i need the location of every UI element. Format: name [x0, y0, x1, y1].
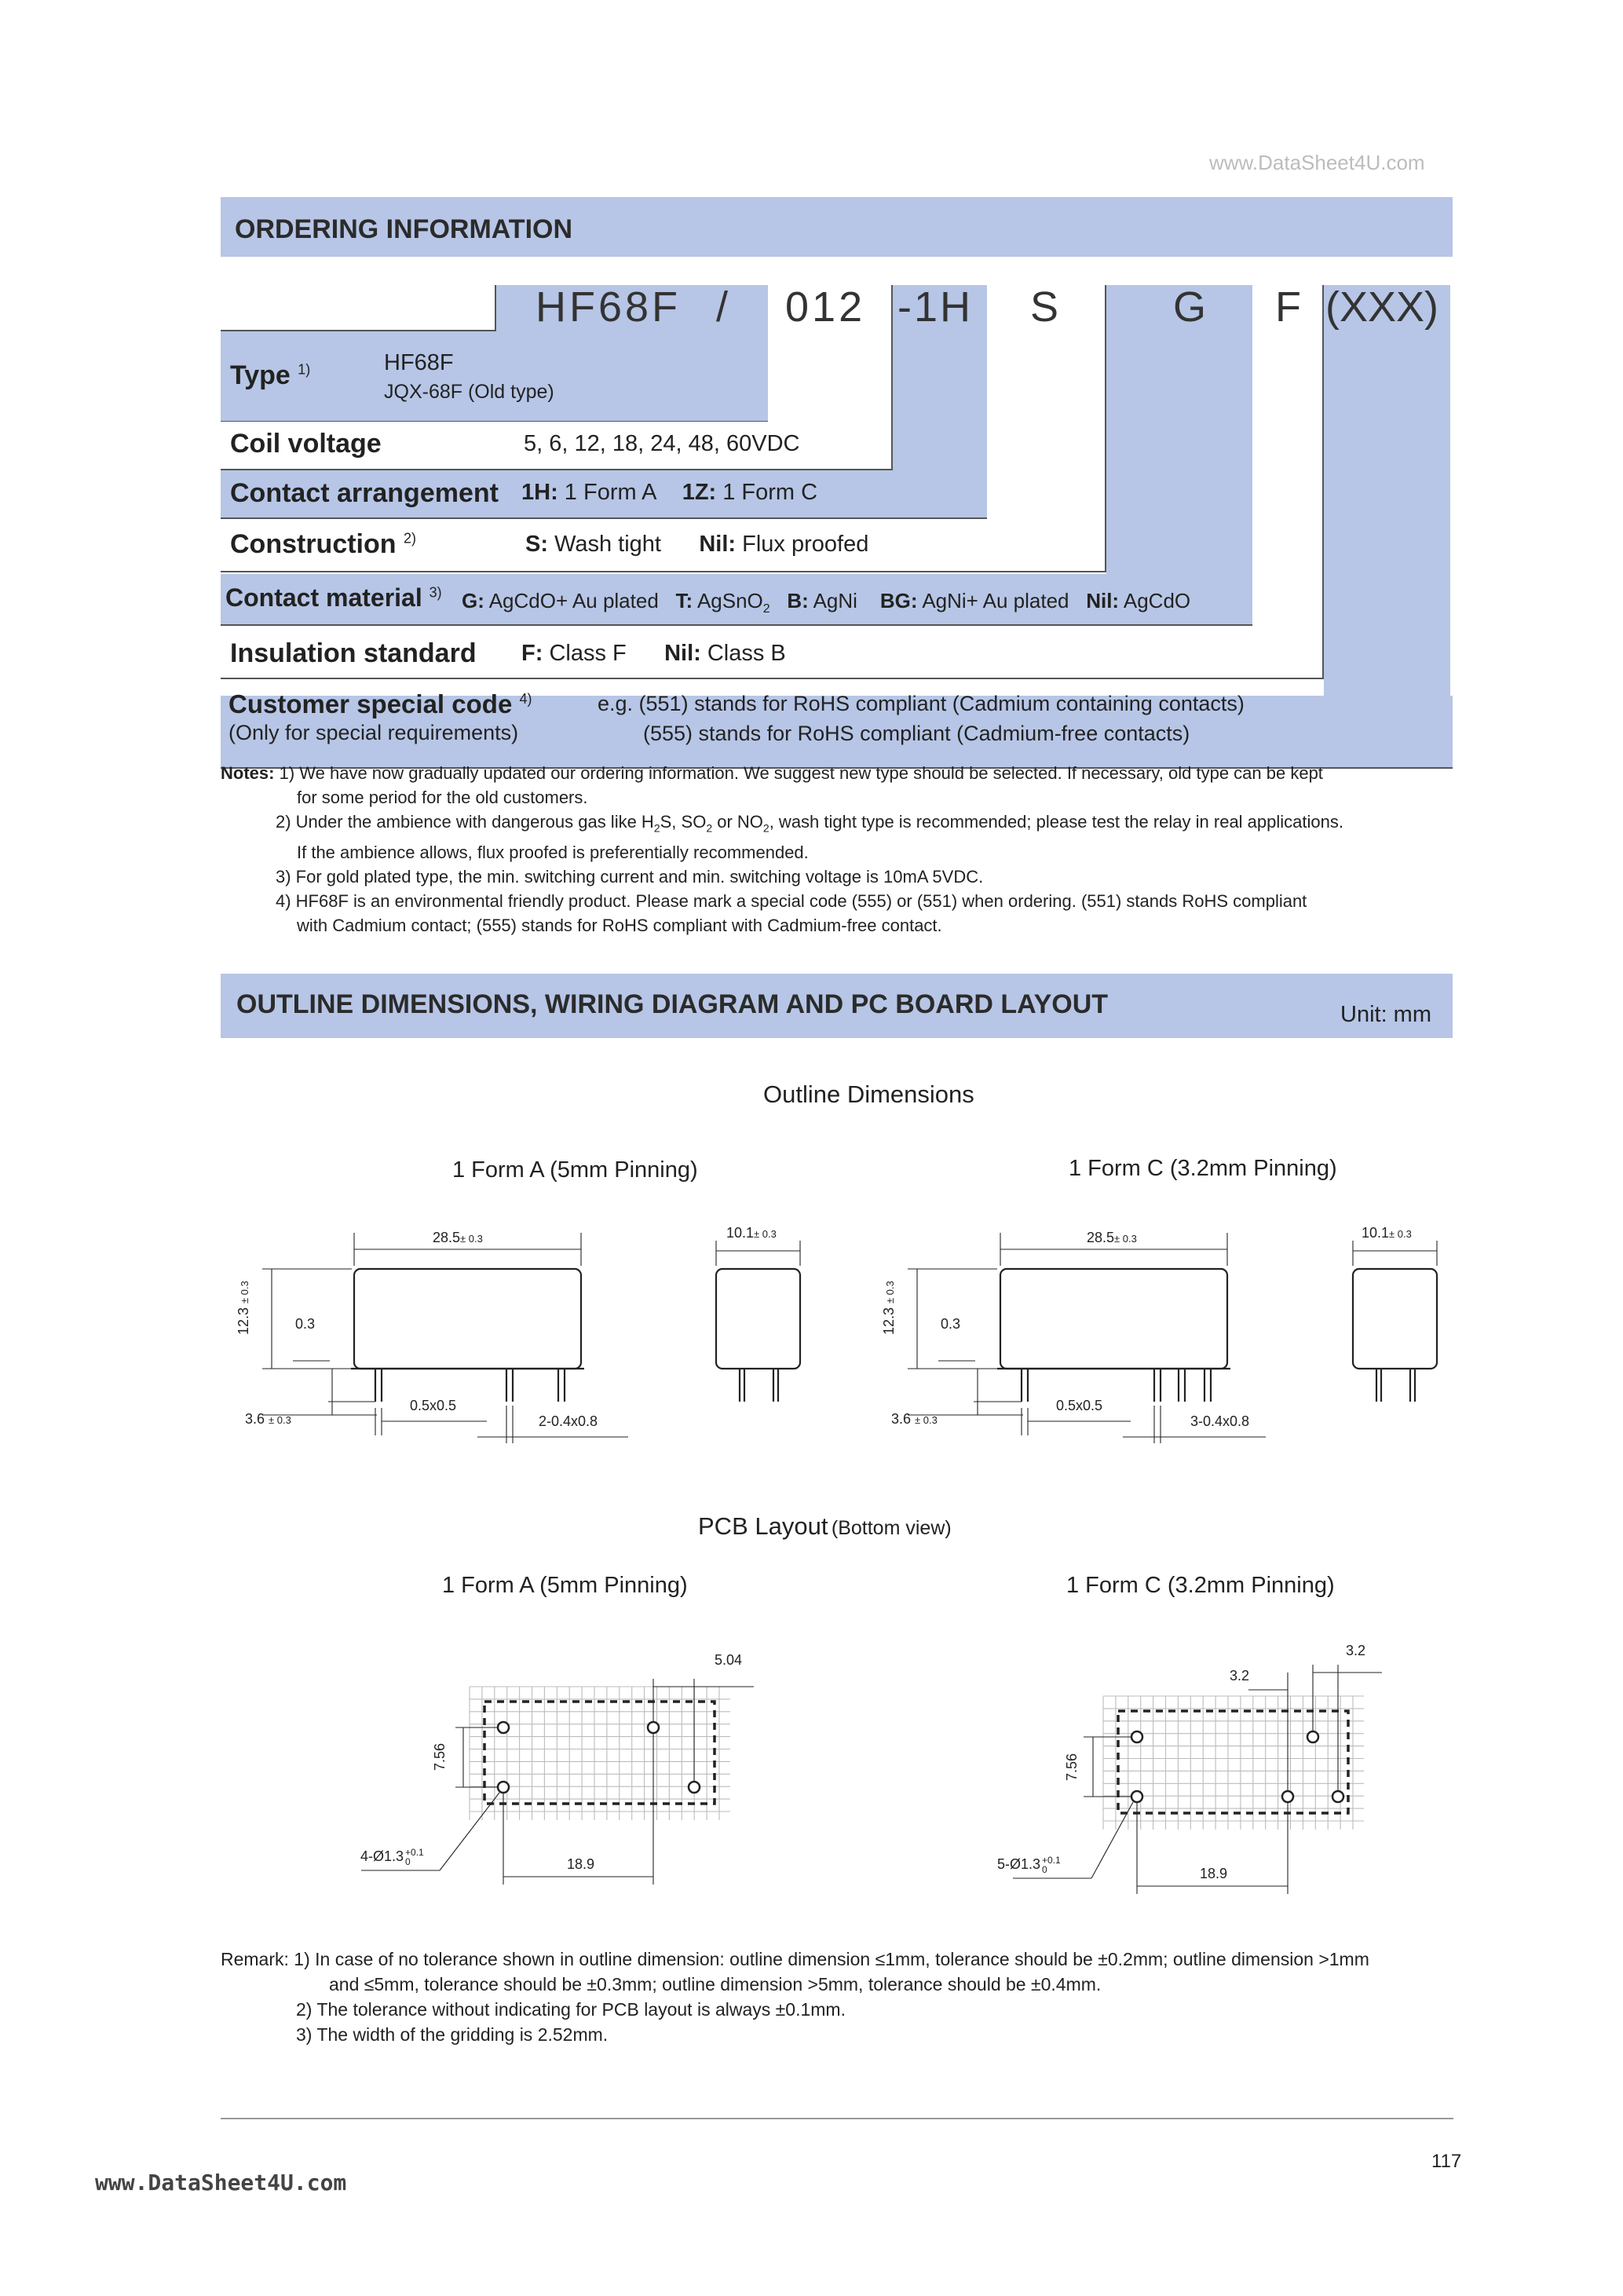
forma-gap-dim: 0.3 [295, 1316, 316, 1332]
outline-heading: OUTLINE DIMENSIONS, WIRING DIAGRAM AND PC BOARD LAYOUT [236, 989, 1109, 1019]
arrangement-label: Contact arrangement [230, 478, 499, 508]
formc-len-dim: 28.5± 0.3 [1087, 1230, 1137, 1245]
pcb-formc-outline [1118, 1711, 1348, 1813]
pcb-formc-holes: 5-Ø1.3 +0.1 0 [997, 1855, 1061, 1875]
note-1b: for some period for the old customers. [297, 788, 588, 807]
pcb-formc-hole-3 [1131, 1791, 1142, 1802]
code-construction: S [1030, 283, 1059, 331]
pcb-formc-756: 7.56 [1064, 1753, 1080, 1781]
outline-formc-title: 1 Form C (3.2mm Pinning) [1069, 1156, 1337, 1181]
remark-2: 2) The tolerance without indicating for PCB layout is always ±0.1mm. [296, 1999, 846, 2020]
pcb-forma-holes: 4-Ø1.3 +0.1 0 [360, 1847, 424, 1867]
customer-line-1: e.g. (551) stands for RoHS compliant (Cadmium containing contacts) [598, 692, 1245, 715]
note-4b: with Cadmium contact; (555) stands for RoHS compliant with Cadmium-free contact. [297, 916, 942, 936]
pcb-forma-hole-4 [689, 1782, 700, 1793]
material-label: Contact material $^{3)}$ [225, 583, 442, 612]
construction-values: S: Wash tight Nil: Flux proofed [525, 532, 869, 557]
note-3: 3) For gold plated type, the min. switching current and min. switching voltage is 10mA 5VDC. [276, 867, 984, 887]
code-insulation: F [1275, 283, 1301, 331]
pcb-formc-title: 1 Form C (3.2mm Pinning) [1066, 1573, 1335, 1598]
pcb-formc-hole-4 [1282, 1791, 1293, 1802]
forma-pinsec-dim: 0.5x0.5 [410, 1398, 457, 1413]
pcb-formc-hole-2 [1307, 1731, 1318, 1742]
code-slash: / [716, 283, 729, 331]
type-value-1: HF68F [384, 350, 454, 375]
forma-len-dim: 28.5± 0.3 [433, 1230, 483, 1245]
remark-1a: 1) In case of no tolerance shown in outline dimension: outline dimension ≤1mm, tolerance should be ±0.2mm; outline dimension >1mm [294, 1949, 1369, 1969]
forma-end-body [716, 1269, 800, 1369]
pcb-formc-32a: 3.2 [1230, 1668, 1250, 1684]
footer-rule [221, 2118, 1453, 2119]
forma-wid-dim: 10.1± 0.3 [726, 1225, 777, 1241]
notes-title: Notes: [221, 763, 275, 783]
insulation-label: Insulation standard [230, 638, 477, 668]
pcb-forma-756: 7.56 [432, 1742, 448, 1771]
formc-end-body [1353, 1269, 1437, 1369]
type-value-2: JQX-68F (Old type) [384, 381, 554, 403]
code-arrangement: -1H [897, 283, 974, 331]
formc-relay-body [1000, 1269, 1227, 1369]
remark-title: Remark: [221, 1949, 289, 1969]
pcb-forma-504: 5.04 [715, 1652, 743, 1668]
watermark-bottom: www.DataSheet4U.com [95, 2170, 347, 2195]
remark-1b: and ≤5mm, tolerance should be ±0.3mm; outline dimension >5mm, tolerance should be ±0.4mm. [329, 1974, 1102, 1994]
type-label: Type $^{1)}$ [230, 360, 311, 390]
pcb-formc-hole-5 [1332, 1791, 1343, 1802]
formc-pinlen-dim: 3.6 ± 0.3 [891, 1411, 938, 1427]
insulation-values: F: Class F Nil: Class B [521, 641, 786, 666]
note-2a: 2) Under the ambience with dangerous gas like $H_2S$, $SO_2$ or $NO_2$, wash tight type is recommended; please test the relay in real applications. [276, 812, 1343, 835]
formc-wid-dim: 10.1± 0.3 [1362, 1225, 1412, 1241]
arrangement-values: 1H: 1 Form A 1Z: 1 Form C [521, 480, 818, 505]
pcb-formc-hole-1 [1131, 1731, 1142, 1742]
material-values: G: AgCdO+ Au plated T: AgSnO$_2$ B: AgNi BG: AgNi+ Au plated Nil: AgCdO [462, 589, 1191, 616]
pcb-forma-189: 18.9 [567, 1856, 595, 1872]
pcb-formc-32b: 3.2 [1346, 1643, 1366, 1658]
pcb-forma-title: 1 Form A (5mm Pinning) [442, 1573, 688, 1598]
formc-end-view [1353, 1241, 1437, 1402]
coil-value: 5, 6, 12, 18, 24, 48, 60VDC [524, 431, 800, 456]
forma-end-view [716, 1241, 800, 1402]
customer-label: Customer special code $^{4)}$ [228, 689, 532, 718]
code-coil: 012 [785, 283, 866, 331]
outline-title: Outline Dimensions [763, 1080, 974, 1108]
remarks-block [221, 1947, 1461, 2047]
customer-sublabel: (Only for special requirements) [228, 721, 519, 744]
construction-label: Construction $^{2)}$ [230, 529, 417, 559]
pcb-formc-189: 18.9 [1200, 1866, 1228, 1881]
outline-forma-title: 1 Form A (5mm Pinning) [452, 1157, 698, 1183]
remark-3: 3) The width of the gridding is 2.52mm. [296, 2024, 609, 2045]
watermark-top: www.DataSheet4U.com [1209, 151, 1425, 174]
page-number: 117 [1431, 2151, 1462, 2172]
unit-label: Unit: mm [1340, 1002, 1431, 1027]
customer-line-2: (555) stands for RoHS compliant (Cadmium-free contacts) [643, 722, 1190, 745]
formc-pins-dim: 3-0.4x0.8 [1190, 1413, 1250, 1429]
pcb-forma-hole-1 [498, 1722, 509, 1733]
code-part: HF68F [536, 283, 682, 331]
ordering-heading: ORDERING INFORMATION [235, 214, 573, 244]
pcb-forma-outline [484, 1702, 715, 1804]
code-material: G [1173, 283, 1207, 331]
pcb-forma-hole-3 [498, 1782, 509, 1793]
pcb-title: PCB Layout (Bottom view) [698, 1512, 952, 1540]
formc-pinsec-dim: 0.5x0.5 [1056, 1398, 1103, 1413]
formc-gap-dim: 0.3 [941, 1316, 961, 1332]
note-4a: 4) HF68F is an environmental friendly product. Please mark a special code (555) or (551) when ordering. (551) stands RoHS compliant [276, 891, 1307, 912]
note-2b: If the ambience allows, flux proofed is preferentially recommended. [297, 843, 809, 863]
pcb-forma-hole-2 [648, 1722, 659, 1733]
forma-pinlen-dim: 3.6 ± 0.3 [245, 1411, 291, 1427]
coil-label: Coil voltage [230, 429, 382, 459]
forma-hgt-dim: 12.3 ± 0.3 [236, 1281, 251, 1335]
forma-pins-dim: 2-0.4x0.8 [539, 1413, 598, 1429]
note-1a: 1) We have now gradually updated our ordering information. We suggest new type should be selected. If necessary, old type can be kept [279, 763, 1323, 783]
forma-relay-body [354, 1269, 581, 1369]
formc-hgt-dim: 12.3 ± 0.3 [881, 1281, 897, 1335]
code-customer: (XXX) [1325, 283, 1439, 331]
